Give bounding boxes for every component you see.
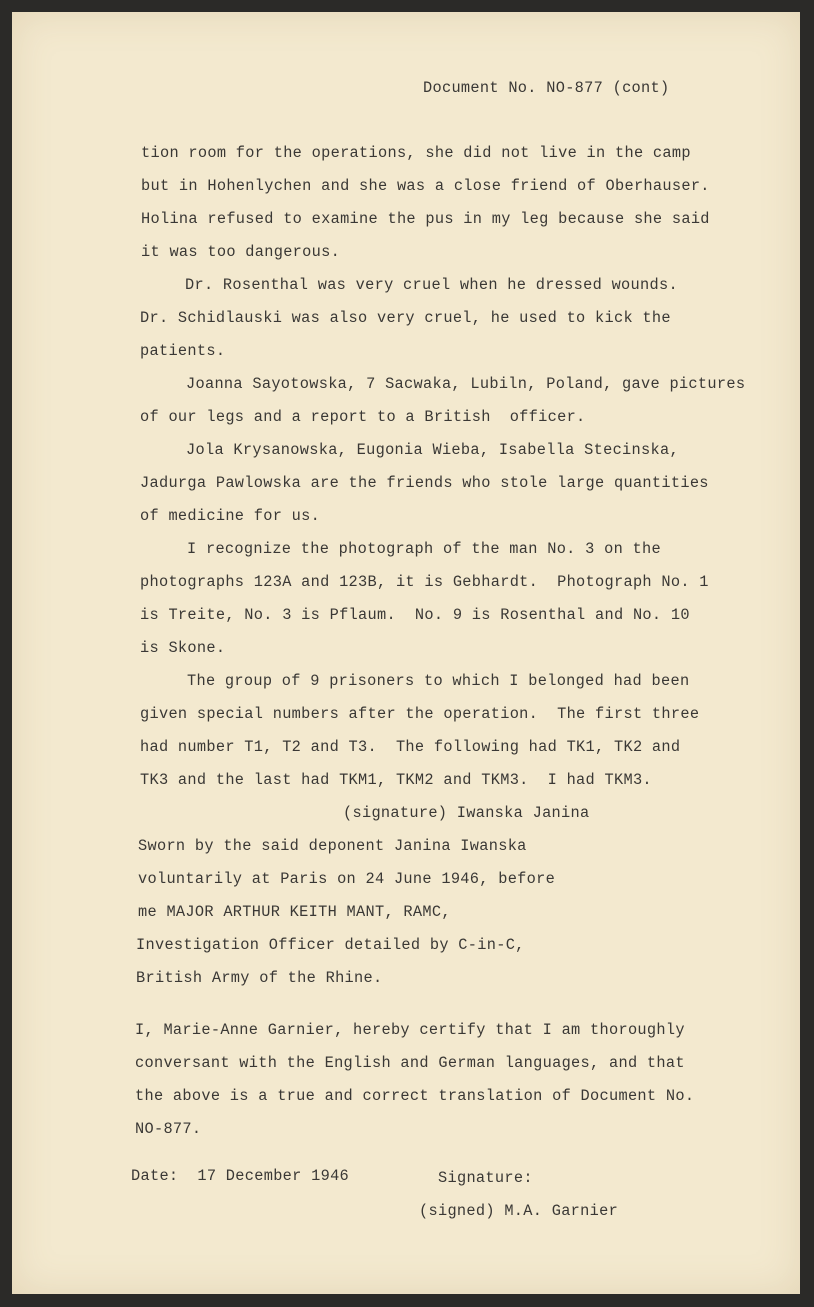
document-page (12, 12, 800, 1294)
text-line: but in Hohenlychen and she was a close friend of Oberhauser. (141, 177, 710, 195)
text-line: TK3 and the last had TKM1, TKM2 and TKM3. I had TKM3. (140, 771, 652, 789)
text-line: NO-877. (135, 1120, 202, 1138)
text-line: Sworn by the said deponent Janina Iwanska (138, 837, 527, 855)
text-line: The group of 9 prisoners to which I belonged had been (187, 672, 690, 690)
document-number-header: Document No. NO-877 (cont) (423, 79, 670, 97)
text-line: of our legs and a report to a British officer. (140, 408, 586, 426)
text-line: is Skone. (140, 639, 226, 657)
text-line: Investigation Officer detailed by C-in-C, (136, 936, 525, 954)
text-line: the above is a true and correct translation of Document No. (135, 1087, 695, 1105)
text-line: me MAJOR ARTHUR KEITH MANT, RAMC, (138, 903, 451, 921)
text-line: patients. (140, 342, 226, 360)
text-line: I, Marie-Anne Garnier, hereby certify that I am thoroughly (135, 1021, 685, 1039)
text-line: is Treite, No. 3 is Pflaum. No. 9 is Rosenthal and No. 10 (140, 606, 690, 624)
text-line: given special numbers after the operation. The first three (140, 705, 700, 723)
deponent-signature: (signature) Iwanska Janina (343, 804, 590, 822)
text-line: conversant with the English and German languages, and that (135, 1054, 685, 1072)
text-line: Holina refused to examine the pus in my leg because she said (141, 210, 710, 228)
text-line: British Army of the Rhine. (136, 969, 383, 987)
text-line: Dr. Rosenthal was very cruel when he dressed wounds. (185, 276, 678, 294)
certification-date: Date: 17 December 1946 (131, 1167, 350, 1185)
text-line: I recognize the photograph of the man No. 3 on the (187, 540, 661, 558)
text-line: photographs 123A and 123B, it is Gebhardt. Photograph No. 1 (140, 573, 709, 591)
translator-signed-name: (signed) M.A. Garnier (419, 1202, 619, 1220)
text-line: had number T1, T2 and T3. The following had TK1, TK2 and (140, 738, 681, 756)
signature-label: Signature: (438, 1169, 533, 1187)
text-line: of medicine for us. (140, 507, 321, 525)
text-line: Jola Krysanowska, Eugonia Wieba, Isabella Stecinska, (186, 441, 679, 459)
text-line: tion room for the operations, she did not live in the camp (141, 144, 691, 162)
text-line: Jadurga Pawlowska are the friends who stole large quantities (140, 474, 709, 492)
text-line: voluntarily at Paris on 24 June 1946, before (138, 870, 556, 888)
text-line: Joanna Sayotowska, 7 Sacwaka, Lubiln, Poland, gave pictures (186, 375, 746, 393)
text-line: it was too dangerous. (141, 243, 341, 261)
text-line: Dr. Schidlauski was also very cruel, he used to kick the (140, 309, 671, 327)
